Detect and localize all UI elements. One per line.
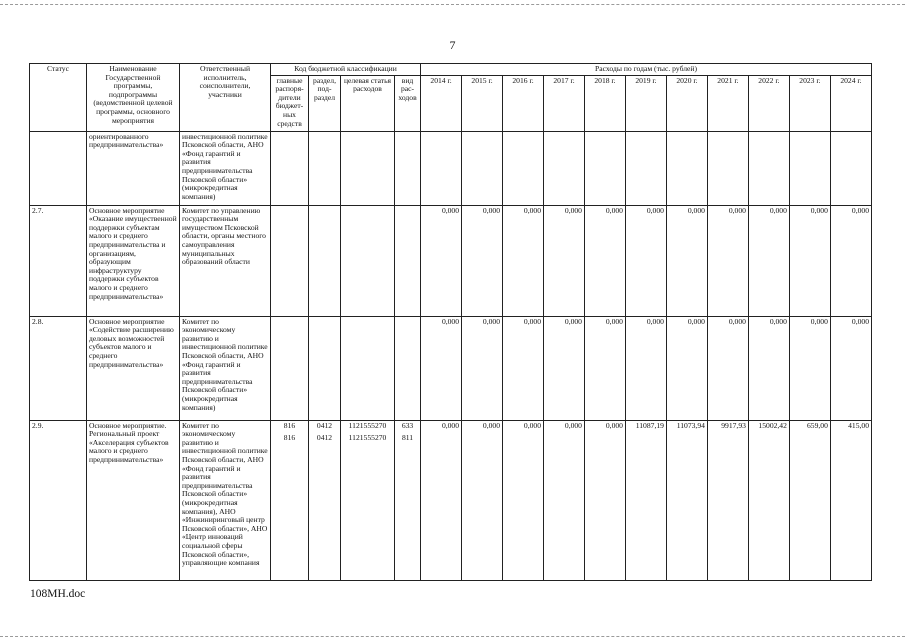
table-row [30, 316, 872, 420]
header-status: Статус [30, 64, 87, 132]
scan-edge-top [0, 4, 905, 5]
year-value [462, 131, 503, 205]
table-row [30, 420, 872, 580]
year-value: 15002,42 [748, 420, 789, 580]
code-value: 0412 [316, 433, 333, 443]
row-name: Основное мероприятие. Региональный проект «Акселерация субъектов малого и среднего предпринимательства» [87, 420, 180, 580]
header-responsible: Ответственный исполнитель, соисполнители, участники [180, 64, 271, 132]
table-row [30, 205, 872, 316]
year-value: 0,000 [421, 316, 462, 420]
code-main-manager [271, 316, 309, 420]
row-name: Основное мероприятие «Оказание имущественной поддержки субъектам малого и среднего предпринимательства и организациям, образующим инфраструктуру поддержки субъектов малого и среднего предпринимательства» [87, 205, 180, 316]
year-value [830, 131, 871, 205]
header-expenses-by-year: Расходы по годам (тыс. рублей) [421, 64, 872, 76]
code-expense-type [395, 131, 421, 205]
header-row-1 [30, 64, 872, 76]
code-target-article [341, 420, 395, 580]
header-expense-type: вид рас-ходов [395, 75, 421, 131]
year-value: 0,000 [462, 316, 503, 420]
code-expense-type [395, 205, 421, 316]
year-value: 0,000 [462, 205, 503, 316]
year-value: 0,000 [625, 205, 666, 316]
code-target-article [341, 205, 395, 316]
code-expense-type [395, 316, 421, 420]
year-value: 0,000 [789, 205, 830, 316]
code-section [309, 420, 341, 580]
row-name: ориентированного предпринимательства» [87, 131, 180, 205]
row-number: 2.7. [30, 205, 87, 316]
header-year: 2015 г. [462, 75, 503, 131]
header-year: 2023 г. [789, 75, 830, 131]
year-value: 0,000 [544, 420, 585, 580]
scan-edge-bottom [0, 636, 905, 637]
header-year: 2019 г. [625, 75, 666, 131]
year-value [625, 131, 666, 205]
row-number: 2.8. [30, 316, 87, 420]
year-value [544, 131, 585, 205]
year-value: 0,000 [830, 316, 871, 420]
code-target-article [341, 131, 395, 205]
code-expense-type [395, 420, 421, 580]
header-year: 2014 г. [421, 75, 462, 131]
header-budget-code: Код бюджетной классификации [271, 64, 421, 76]
code-target-article [341, 316, 395, 420]
page-number: 7 [449, 38, 456, 52]
code-value: 811 [401, 433, 414, 443]
year-value: 0,000 [584, 420, 625, 580]
year-value: 0,000 [707, 205, 748, 316]
code-main-manager [271, 131, 309, 205]
code-value: 1121555270 [348, 433, 387, 443]
year-value: 11073,94 [666, 420, 707, 580]
header-name: Наименование Государственной программы, подпрограммы (ведомственной целевой программы, основного мероприятия [87, 64, 180, 132]
year-value: 0,000 [544, 205, 585, 316]
year-value: 0,000 [748, 316, 789, 420]
year-value: 0,000 [748, 205, 789, 316]
code-value: 816 [283, 433, 296, 443]
header-year: 2024 г. [830, 75, 871, 131]
year-value: 11087,19 [625, 420, 666, 580]
year-value: 0,000 [503, 316, 544, 420]
header-year: 2018 г. [584, 75, 625, 131]
year-value: 659,00 [789, 420, 830, 580]
code-section [309, 316, 341, 420]
year-value [748, 131, 789, 205]
row-responsible: инвестиционной политике Псковской области, АНО «Фонд гарантий и развития предпринимательства Псковской области» (микрокредитная компания) [180, 131, 271, 205]
budget-table [29, 63, 872, 581]
header-section: раздел, под-раздел [309, 75, 341, 131]
document-filename: 108МН.doc [30, 588, 86, 600]
year-value [503, 131, 544, 205]
year-value [584, 131, 625, 205]
year-value: 0,000 [421, 205, 462, 316]
year-value: 0,000 [625, 316, 666, 420]
year-value: 0,000 [666, 205, 707, 316]
year-value [707, 131, 748, 205]
code-main-manager [271, 420, 309, 580]
code-value: 633 [401, 420, 414, 430]
header-year: 2021 г. [707, 75, 748, 131]
year-value: 0,000 [830, 205, 871, 316]
year-value: 415,00 [830, 420, 871, 580]
year-value [666, 131, 707, 205]
year-value [789, 131, 830, 205]
year-value: 0,000 [789, 316, 830, 420]
code-value: 0412 [316, 420, 333, 430]
year-value: 0,000 [584, 205, 625, 316]
header-year: 2022 г. [748, 75, 789, 131]
year-value: 0,000 [503, 205, 544, 316]
code-section [309, 205, 341, 316]
year-value: 0,000 [584, 316, 625, 420]
code-section [309, 131, 341, 205]
year-value: 0,000 [666, 316, 707, 420]
year-value: 0,000 [462, 420, 503, 580]
year-value [421, 131, 462, 205]
row-responsible: Комитет по экономическому развитию и инвестиционной политике Псковской области, АНО «Фонд гарантий и развития предпринимательства Псковской области» (микрокредитная компания), АНО «Инжиниринговый центр Псковской области», АНО «Центр инноваций социальной сферы Псковской области», управляющие компания [180, 420, 271, 580]
row-number [30, 131, 87, 205]
row-name: Основное мероприятие «Содействие расширению деловых возможностей субъектов малого и среднего предпринимательства» [87, 316, 180, 420]
header-year: 2020 г. [666, 75, 707, 131]
year-value: 0,000 [421, 420, 462, 580]
year-value: 0,000 [503, 420, 544, 580]
code-value: 816 [283, 420, 296, 430]
year-value: 0,000 [707, 316, 748, 420]
row-number: 2.9. [30, 420, 87, 580]
row-responsible: Комитет по управлению государственным имуществом Псковской области, органы местного самоуправления муниципальных образований области [180, 205, 271, 316]
table-row [30, 131, 872, 205]
code-main-manager [271, 205, 309, 316]
year-value: 0,000 [544, 316, 585, 420]
row-responsible: Комитет по экономическому развитию и инвестиционной политике Псковской области, АНО «Фонд гарантий и развития предпринимательства Псковской области» (микрокредитная компания) [180, 316, 271, 420]
code-value: 1121555270 [348, 420, 387, 430]
header-year: 2017 г. [544, 75, 585, 131]
year-value: 9917,93 [707, 420, 748, 580]
header-main-manager: главные распоря-дители бюджет-ных средств [271, 75, 309, 131]
header-year: 2016 г. [503, 75, 544, 131]
header-target-article: целевая статья расходов [341, 75, 395, 131]
